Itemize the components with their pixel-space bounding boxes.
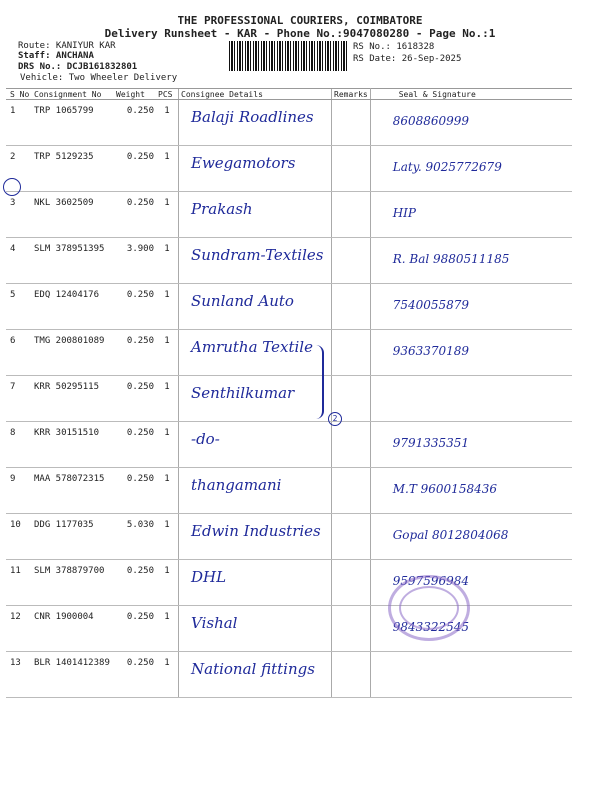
- cell-consignee: [179, 100, 332, 146]
- cell-weight: [114, 376, 156, 422]
- cell-sno-text: 9: [10, 474, 16, 484]
- cell-pcs: [156, 606, 179, 652]
- cell-pcs: [156, 146, 179, 192]
- cell-weight-text: 0.250: [126, 382, 154, 392]
- cell-pcs: [156, 468, 179, 514]
- table-row: [6, 238, 572, 284]
- runsheet-subtitle: Delivery Runsheet - KAR - Phone No.:9047080280 - Page No.:1: [104, 27, 496, 40]
- cell-pcs-text: 1: [164, 566, 170, 576]
- consignee-handwriting: Edwin Industries: [191, 522, 321, 540]
- cell-signature: [370, 146, 572, 192]
- cell-remarks: [332, 100, 371, 146]
- cell-sno-text: 8: [10, 428, 16, 438]
- header-consignee: Consignee Details: [179, 89, 332, 100]
- cell-weight: [114, 652, 156, 698]
- cell-weight-text: 0.250: [126, 428, 154, 438]
- cell-weight: [114, 284, 156, 330]
- company-title: THE PROFESSIONAL COURIERS, COIMBATORE: [177, 14, 423, 27]
- table-row: [6, 652, 572, 698]
- table-row: [6, 146, 572, 192]
- cell-pcs-text: 1: [164, 244, 170, 254]
- cell-sno: [6, 422, 32, 468]
- runsheet-table: [6, 88, 572, 698]
- cell-consignment-no: [32, 652, 114, 698]
- rs-date: RS Date: 26-Sep-2025: [353, 54, 462, 64]
- cell-weight: [114, 330, 156, 376]
- cell-remarks: [332, 560, 371, 606]
- cell-sno-text: 3: [10, 198, 16, 208]
- cell-consignment-no: [32, 606, 114, 652]
- signature-handwriting: 9363370189: [392, 344, 470, 358]
- cell-consignment-no-text: TRP 1065799: [34, 106, 94, 116]
- cell-pcs: [156, 238, 179, 284]
- cell-consignment-no-text: SLM 378879700: [34, 566, 105, 576]
- cell-signature: [370, 468, 572, 514]
- cell-sno: [6, 100, 32, 146]
- cell-remarks: [332, 514, 371, 560]
- cell-sno: [6, 652, 32, 698]
- cell-consignment-no: [32, 100, 114, 146]
- signature-handwriting: 9597596984: [392, 574, 470, 588]
- table-row: [6, 100, 572, 146]
- barcode-image: [229, 41, 347, 71]
- cell-signature: [370, 652, 572, 698]
- cell-weight: [114, 192, 156, 238]
- cell-consignee: [179, 422, 332, 468]
- header-seal: Seal & Signature: [370, 89, 572, 100]
- cell-consignment-no-text: DDG 1177035: [34, 520, 94, 530]
- cell-weight: [114, 100, 156, 146]
- table-row: [6, 560, 572, 606]
- cell-weight-text: 0.250: [126, 152, 154, 162]
- signature-handwriting: HIP: [392, 206, 416, 220]
- cell-consignment-no-text: BLR 1401412389: [34, 658, 110, 668]
- cell-consignee: [179, 192, 332, 238]
- table-row: [6, 284, 572, 330]
- consignee-handwriting: Vishal: [191, 614, 238, 632]
- header-consignment: Consignment No: [32, 89, 114, 100]
- cell-sno: [6, 330, 32, 376]
- cell-sno-text: 11: [10, 566, 21, 576]
- cell-weight-text: 0.250: [126, 658, 154, 668]
- cell-pcs: [156, 514, 179, 560]
- signature-handwriting: Laty. 9025772679: [392, 160, 502, 174]
- cell-pcs: [156, 100, 179, 146]
- cell-pcs-text: 1: [164, 152, 170, 162]
- cell-weight-text: 0.250: [126, 106, 154, 116]
- cell-sno-text: 7: [10, 382, 16, 392]
- table-row: [6, 422, 572, 468]
- cell-weight-text: 5.030: [126, 520, 154, 530]
- cell-consignee: [179, 606, 332, 652]
- cell-weight-text: 0.250: [126, 290, 154, 300]
- cell-consignee: [179, 560, 332, 606]
- cell-signature: [370, 422, 572, 468]
- cell-signature: [370, 100, 572, 146]
- circle-two-mark: 2: [328, 412, 342, 426]
- cell-signature: [370, 376, 572, 422]
- cell-weight-text: 0.250: [126, 566, 154, 576]
- cell-consignee: [179, 514, 332, 560]
- cell-consignment-no: [32, 330, 114, 376]
- cell-sno-text: 10: [10, 520, 21, 530]
- header-sno: S No: [6, 89, 32, 100]
- cell-remarks: [332, 238, 371, 284]
- cell-consignment-no-text: KRR 50295115: [34, 382, 100, 392]
- cell-pcs: [156, 652, 179, 698]
- cell-consignment-no-text: MAA 578072315: [34, 474, 105, 484]
- header-remarks: Remarks: [332, 89, 371, 100]
- cell-signature: [370, 330, 572, 376]
- route-label: Route: KANIYUR KAR: [18, 41, 116, 51]
- cell-consignment-no: [32, 146, 114, 192]
- cell-remarks: [332, 468, 371, 514]
- cell-pcs: [156, 192, 179, 238]
- cell-weight: [114, 560, 156, 606]
- cell-sno-text: 5: [10, 290, 16, 300]
- cell-weight-text: 0.250: [126, 336, 154, 346]
- consignee-handwriting: Senthilkumar: [191, 384, 295, 402]
- cell-consignee: [179, 284, 332, 330]
- cell-pcs-text: 1: [164, 290, 170, 300]
- cell-consignment-no-text: TRP 5129235: [34, 152, 94, 162]
- cell-pcs-text: 1: [164, 336, 170, 346]
- cell-remarks: [332, 146, 371, 192]
- staff-label: Staff: ANCHANA: [18, 51, 94, 61]
- drs-number: DRS No.: DCJB161832801: [18, 62, 138, 72]
- seal-stamp: [388, 575, 470, 641]
- cell-signature: [370, 514, 572, 560]
- cell-weight-text: 0.250: [126, 612, 154, 622]
- cell-sno-text: 4: [10, 244, 16, 254]
- cell-consignment-no-text: TMG 200801089: [34, 336, 105, 346]
- cell-consignment-no: [32, 514, 114, 560]
- signature-handwriting: 9791335351: [392, 436, 470, 450]
- cell-remarks: [332, 422, 371, 468]
- cell-consignee: [179, 330, 332, 376]
- table-row: [6, 468, 572, 514]
- cell-remarks: [332, 606, 371, 652]
- cell-sno-text: 13: [10, 658, 21, 668]
- cell-sno-text: 2: [10, 152, 16, 162]
- table-row: [6, 376, 572, 422]
- cell-consignment-no-text: SLM 378951395: [34, 244, 105, 254]
- consignee-handwriting: Balaji Roadlines: [191, 108, 314, 126]
- table-header-row: [6, 89, 572, 100]
- table-row: [6, 330, 572, 376]
- consignee-handwriting: Sunland Auto: [191, 292, 294, 310]
- rs-number: RS No.: 1618328: [353, 42, 435, 52]
- cell-weight: [114, 422, 156, 468]
- consignee-handwriting: Sundram-Textiles: [191, 246, 324, 264]
- cell-sno: [6, 284, 32, 330]
- signature-handwriting: 8608860999: [392, 114, 470, 128]
- cell-sno: [6, 192, 32, 238]
- cell-weight-text: 0.250: [126, 474, 154, 484]
- cell-weight: [114, 238, 156, 284]
- cell-remarks: [332, 192, 371, 238]
- cell-pcs: [156, 560, 179, 606]
- consignee-handwriting: National fittings: [191, 660, 315, 678]
- cell-pcs-text: 1: [164, 520, 170, 530]
- cell-pcs-text: 1: [164, 658, 170, 668]
- cell-weight: [114, 606, 156, 652]
- table-row: [6, 514, 572, 560]
- cell-weight: [114, 514, 156, 560]
- cell-consignee: [179, 468, 332, 514]
- cell-signature: [370, 284, 572, 330]
- cell-pcs-text: 1: [164, 106, 170, 116]
- brace-mark: [312, 345, 324, 419]
- cell-remarks: [332, 284, 371, 330]
- header-weight: Weight: [114, 89, 156, 100]
- consignee-handwriting: thangamani: [191, 476, 282, 494]
- cell-remarks: [332, 330, 371, 376]
- rs-info: [353, 41, 461, 65]
- signature-handwriting: Gopal 8012804068: [392, 528, 509, 542]
- cell-pcs: [156, 284, 179, 330]
- cell-pcs: [156, 422, 179, 468]
- cell-sno-text: 1: [10, 106, 16, 116]
- cell-sno: [6, 238, 32, 284]
- consignee-handwriting: Amrutha Textile: [191, 338, 313, 356]
- cell-sno: [6, 468, 32, 514]
- cell-consignee: [179, 652, 332, 698]
- cell-pcs-text: 1: [164, 428, 170, 438]
- consignee-handwriting: DHL: [191, 568, 227, 586]
- cell-sno: [6, 376, 32, 422]
- table-row: [6, 192, 572, 238]
- circle-mark: [3, 178, 21, 196]
- cell-consignment-no: [32, 284, 114, 330]
- cell-weight-text: 0.250: [126, 198, 154, 208]
- cell-consignee: [179, 146, 332, 192]
- cell-pcs: [156, 330, 179, 376]
- cell-signature: [370, 238, 572, 284]
- cell-consignment-no: [32, 192, 114, 238]
- cell-consignment-no-text: NKL 3602509: [34, 198, 94, 208]
- consignee-handwriting: Ewegamotors: [191, 154, 296, 172]
- table-row: [6, 606, 572, 652]
- signature-handwriting: M.T 9600158436: [392, 482, 497, 496]
- cell-consignee: [179, 376, 332, 422]
- cell-consignment-no: [32, 422, 114, 468]
- cell-pcs-text: 1: [164, 612, 170, 622]
- vehicle-label: Vehicle: Two Wheeler Delivery: [20, 73, 178, 83]
- header-pcs: PCS: [156, 89, 179, 100]
- cell-weight-text: 3.900: [126, 244, 154, 254]
- consignee-handwriting: Prakash: [191, 200, 253, 218]
- cell-pcs-text: 1: [164, 198, 170, 208]
- signature-handwriting: R. Bal 9880511185: [392, 252, 510, 266]
- cell-pcs-text: 1: [164, 474, 170, 484]
- cell-sno: [6, 514, 32, 560]
- cell-signature: [370, 192, 572, 238]
- cell-sno-text: 12: [10, 612, 21, 622]
- signature-handwriting: 7540055879: [392, 298, 470, 312]
- cell-weight: [114, 468, 156, 514]
- cell-consignment-no-text: EDQ 12404176: [34, 290, 100, 300]
- cell-consignment-no-text: CNR 1900004: [34, 612, 94, 622]
- cell-remarks: [332, 652, 371, 698]
- signature-handwriting: 9843322545: [392, 620, 470, 634]
- cell-consignee: [179, 238, 332, 284]
- cell-pcs: [156, 376, 179, 422]
- cell-consignment-no: [32, 238, 114, 284]
- cell-consignment-no: [32, 376, 114, 422]
- cell-pcs-text: 1: [164, 382, 170, 392]
- cell-consignment-no: [32, 560, 114, 606]
- cell-weight: [114, 146, 156, 192]
- cell-sno-text: 6: [10, 336, 16, 346]
- cell-consignment-no-text: KRR 30151510: [34, 428, 100, 438]
- consignee-handwriting: -do-: [191, 430, 220, 448]
- cell-consignment-no: [32, 468, 114, 514]
- cell-sno: [6, 560, 32, 606]
- cell-sno: [6, 606, 32, 652]
